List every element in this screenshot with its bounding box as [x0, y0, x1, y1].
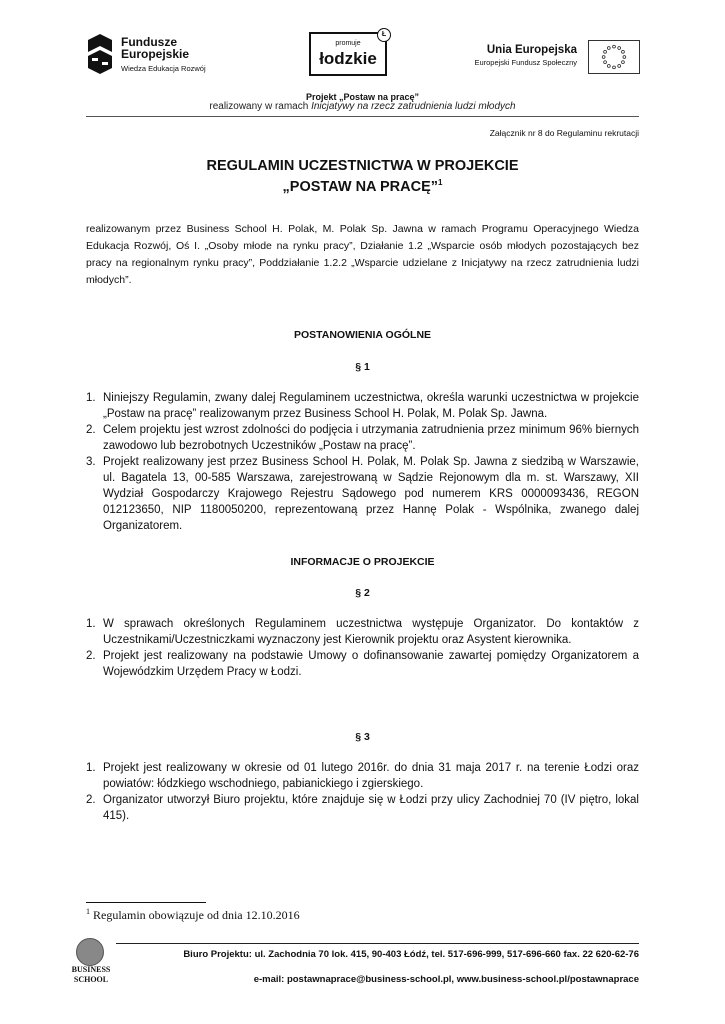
footer-divider [116, 943, 639, 944]
fe-logo-text-line1: Fundusze [121, 35, 177, 49]
ue-subtitle: Europejski Fundusz Społeczny [474, 58, 577, 67]
fe-logo-text-line3: Wiedza Edukacja Rozwój [121, 64, 206, 73]
footnote-number: 1 [86, 907, 90, 916]
title-footnote-ref: 1 [438, 178, 443, 187]
document-title-line1: REGULAMIN UCZESTNICTWA W PROJEKCIE [206, 158, 519, 174]
list-item: 2. Organizator utworzył Biuro projektu, które znajduje się w Łodzi przy ulicy Zachodniej 70 (IV piętro, lokal 415). [86, 794, 639, 822]
attachment-note: Załącznik nr 8 do Regulaminu rekrutacji [489, 128, 639, 138]
section-2-list [86, 616, 639, 680]
eu-flag-icon [588, 40, 640, 74]
bs-logo-text-line2: SCHOOL [73, 975, 109, 984]
footer-contact: e-mail: postawnaprace@business-school.pl, www.business-school.pl/postawnaprace [253, 974, 639, 985]
project-info-heading: INFORMACJE O PROJEKCIE [290, 556, 435, 568]
fe-logo-icon [86, 32, 114, 76]
bs-logo-text-line1: BUSINESS [71, 965, 111, 974]
business-school-logo [66, 938, 114, 992]
ue-title: Unia Europejska [486, 44, 577, 56]
fundusze-europejskie-logo [86, 30, 236, 80]
list-item: 3. Projekt realizowany jest przez Business School H. Polak, M. Polak Sp. Jawna z siedzibą w Warszawie, ul. Bagatela 13, 00-585 Warszawa, zarejestrowaną w Sądzie Rejonowym dla m. st. Warszawy, XII Wydział Gospodarczy Krajowego Rejestru Sądowego pod numerem KRS 0000093436, REGON 012123650, NIP 1180050200, reprezentowaną przez Hannę Polak - Wspólnika, zwanego dalej Organizatorem. [86, 456, 639, 532]
section-3-list [86, 760, 639, 824]
list-item: 1. Projekt jest realizowany w okresie od 01 lutego 2016r. do dnia 31 maja 2017 r. na terenie Łodzi oraz powiatów: łódzkiego wschodniego, pabianickiego i zgierskiego. [86, 762, 639, 790]
section-1-list [86, 390, 639, 534]
footnote [86, 907, 300, 923]
project-initiative [0, 101, 725, 112]
footnote-text: Regulamin obowiązuje od dnia 12.10.2016 [90, 908, 300, 922]
section-3-heading: § 3 [355, 731, 370, 743]
list-item: 2. Projekt jest realizowany na podstawie Umowy o dofinansowanie zawartej pomiędzy Organizatorem a Wojewódzkim Urzędem Pracy w Łodzi. [86, 650, 639, 678]
globe-icon [76, 938, 104, 966]
list-item: 1. Niniejszy Regulamin, zwany dalej Regulaminem uczestnictwa, określa warunki uczestnictwa w projekcie „Postaw na pracę” realizowanym przez Business School H. Polak, M. Polak Sp. Jawna. [86, 392, 639, 420]
title-line2-text: „POSTAW NA PRACĘ” [282, 179, 439, 195]
footer-address: Biuro Projektu: ul. Zachodnia 70 lok. 415, 90-403 Łódź, tel. 517-696-999, 517-696-660 fax. 22 620-62-76 [183, 949, 639, 960]
document-title-line2 [0, 178, 725, 195]
header-divider [86, 116, 639, 117]
general-provisions-heading: POSTANOWIENIA OGÓLNE [293, 329, 432, 341]
lodz-logo-badge-icon: Ł [377, 28, 391, 42]
lodz-logo-small-text: promuje [335, 40, 361, 47]
footnote-divider [86, 902, 206, 903]
lodz-logo-big-text: łodzkie [319, 49, 377, 68]
project-initiative-prefix: realizowany w ramach [209, 101, 312, 112]
promuje-lodzkie-logo [309, 32, 387, 76]
project-initiative-italic: Inicjatywy na rzecz zatrudnienia ludzi młodych [311, 101, 516, 112]
list-item: 2. Celem projektu jest wzrost zdolności do podjęcia i utrzymania zatrudnienia przez minimum 96% biernych zawodowo lub bezrobotnych Uczestników „Postaw na pracę”. [86, 424, 639, 452]
list-item: 1. W sprawach określonych Regulaminem uczestnictwa występuje Organizator. Do kontaktów z Uczestnikami/Uczestniczkami wyznaczony jest Kierownik projektu oraz Asystent kierownika. [86, 618, 639, 646]
section-2-heading: § 2 [355, 587, 370, 599]
project-name: Projekt „Postaw na pracę” [305, 92, 420, 102]
fe-logo-text-line2: Europejskie [121, 47, 190, 61]
section-1-heading: § 1 [355, 361, 370, 373]
intro-paragraph: realizowanym przez Business School H. Polak, M. Polak Sp. Jawna w ramach Programu Operacyjnego Wiedza Edukacja Rozwój, Oś I. „Osoby młode na rynku pracy”, Działanie 1.2 „Wsparcie osób młodych pozostających bez pracy na regionalnym rynku pracy”, Poddziałanie 1.2.2 „Wsparcie udzielane z Inicjatywy na rzecz zatrudnienia ludzi młodych”. [86, 223, 639, 286]
